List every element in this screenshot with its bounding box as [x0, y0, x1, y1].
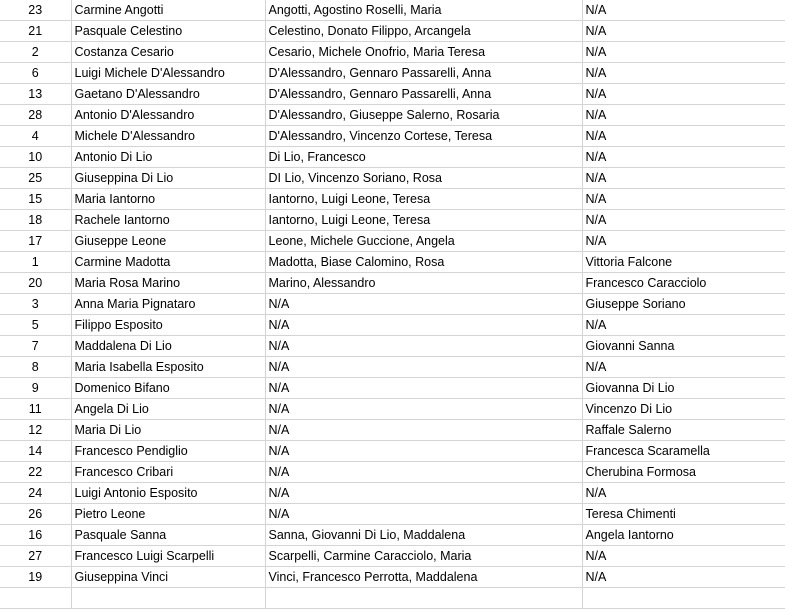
spouse-cell[interactable]: Giuseppe Soriano [582, 294, 785, 315]
table-row [0, 84, 785, 105]
parents-cell[interactable]: Celestino, Donato Filippo, Arcangela [265, 21, 582, 42]
id-cell[interactable]: 26 [0, 504, 71, 525]
table-row [0, 105, 785, 126]
spouse-cell[interactable]: N/A [582, 315, 785, 336]
id-cell[interactable]: 19 [0, 567, 71, 588]
parents-cell[interactable]: Vinci, Francesco Perrotta, Maddalena [265, 567, 582, 588]
table-row [0, 315, 785, 336]
spouse-cell[interactable]: Cherubina Formosa [582, 462, 785, 483]
name-cell[interactable]: Francesco Luigi Scarpelli [71, 546, 265, 567]
parents-cell[interactable]: Sanna, Giovanni Di Lio, Maddalena [265, 525, 582, 546]
name-cell[interactable]: Anna Maria Pignataro [71, 294, 265, 315]
spouse-cell[interactable]: Angela Iantorno [582, 525, 785, 546]
name-cell[interactable]: Francesco Cribari [71, 462, 265, 483]
table-row [0, 483, 785, 504]
id-cell[interactable]: 18 [0, 210, 71, 231]
spouse-cell[interactable]: N/A [582, 105, 785, 126]
table-row [0, 168, 785, 189]
id-cell[interactable]: 27 [0, 546, 71, 567]
table-row [0, 588, 785, 609]
spouse-cell[interactable]: N/A [582, 147, 785, 168]
id-cell[interactable]: 10 [0, 147, 71, 168]
table-row [0, 546, 785, 567]
parents-cell[interactable]: Leone, Michele Guccione, Angela [265, 231, 582, 252]
id-cell[interactable]: 16 [0, 525, 71, 546]
spouse-cell[interactable]: Vittoria Falcone [582, 252, 785, 273]
table-row [0, 189, 785, 210]
parents-cell[interactable]: N/A [265, 315, 582, 336]
spouse-cell[interactable]: N/A [582, 483, 785, 504]
parents-cell[interactable]: D'Alessandro, Vincenzo Cortese, Teresa [265, 126, 582, 147]
id-cell[interactable]: 28 [0, 105, 71, 126]
spouse-cell[interactable]: N/A [582, 126, 785, 147]
spouse-cell[interactable]: Giovanna Di Lio [582, 378, 785, 399]
id-cell[interactable]: 25 [0, 168, 71, 189]
name-cell[interactable]: Costanza Cesario [71, 42, 265, 63]
parents-cell[interactable]: N/A [265, 462, 582, 483]
spouse-cell[interactable]: Francesco Caracciolo [582, 273, 785, 294]
name-cell[interactable]: Maria Rosa Marino [71, 273, 265, 294]
id-cell[interactable]: 15 [0, 189, 71, 210]
parents-cell[interactable]: N/A [265, 441, 582, 462]
id-cell[interactable] [0, 588, 71, 609]
parents-cell[interactable]: N/A [265, 378, 582, 399]
table-row [0, 462, 785, 483]
spouse-cell[interactable]: N/A [582, 84, 785, 105]
id-cell[interactable]: 21 [0, 21, 71, 42]
id-cell[interactable]: 22 [0, 462, 71, 483]
table-row [0, 525, 785, 546]
id-cell[interactable]: 1 [0, 252, 71, 273]
spouse-cell[interactable] [582, 588, 785, 609]
id-cell[interactable]: 5 [0, 315, 71, 336]
parents-cell[interactable]: Iantorno, Luigi Leone, Teresa [265, 189, 582, 210]
table-row [0, 273, 785, 294]
parents-cell[interactable]: D'Alessandro, Gennaro Passarelli, Anna [265, 63, 582, 84]
id-cell[interactable]: 6 [0, 63, 71, 84]
table-row [0, 21, 785, 42]
parents-cell[interactable] [265, 588, 582, 609]
parents-cell[interactable]: N/A [265, 399, 582, 420]
table-row [0, 63, 785, 84]
table-row [0, 252, 785, 273]
spouse-cell[interactable]: N/A [582, 357, 785, 378]
name-cell[interactable]: Giuseppina Vinci [71, 567, 265, 588]
name-cell[interactable]: Pietro Leone [71, 504, 265, 525]
name-cell[interactable]: Maria Di Lio [71, 420, 265, 441]
name-cell[interactable]: Michele D'Alessandro [71, 126, 265, 147]
name-cell[interactable]: Antonio Di Lio [71, 147, 265, 168]
id-cell[interactable]: 2 [0, 42, 71, 63]
spouse-cell[interactable]: Vincenzo Di Lio [582, 399, 785, 420]
name-cell[interactable]: Maria Isabella Esposito [71, 357, 265, 378]
id-cell[interactable]: 8 [0, 357, 71, 378]
parents-cell[interactable]: N/A [265, 294, 582, 315]
spouse-cell[interactable]: N/A [582, 546, 785, 567]
parents-cell[interactable]: N/A [265, 357, 582, 378]
name-cell[interactable]: Pasquale Sanna [71, 525, 265, 546]
table-row [0, 504, 785, 525]
table-row [0, 420, 785, 441]
table-row [0, 42, 785, 63]
parents-cell[interactable]: Angotti, Agostino Roselli, Maria [265, 0, 582, 21]
spouse-cell[interactable]: N/A [582, 0, 785, 21]
name-cell[interactable]: Pasquale Celestino [71, 21, 265, 42]
table-row [0, 399, 785, 420]
table-row [0, 0, 785, 21]
spouse-cell[interactable]: N/A [582, 210, 785, 231]
table-row [0, 378, 785, 399]
id-cell[interactable]: 20 [0, 273, 71, 294]
parents-cell[interactable]: D'Alessandro, Giuseppe Salerno, Rosaria [265, 105, 582, 126]
table-row [0, 567, 785, 588]
spouse-cell[interactable]: Raffale Salerno [582, 420, 785, 441]
name-cell[interactable]: Giuseppe Leone [71, 231, 265, 252]
spouse-cell[interactable]: N/A [582, 21, 785, 42]
parents-cell[interactable]: N/A [265, 504, 582, 525]
name-cell[interactable]: Antonio D'Alessandro [71, 105, 265, 126]
name-cell[interactable]: Carmine Madotta [71, 252, 265, 273]
id-cell[interactable]: 11 [0, 399, 71, 420]
spouse-cell[interactable]: N/A [582, 42, 785, 63]
spouse-cell[interactable]: N/A [582, 63, 785, 84]
table-row [0, 441, 785, 462]
id-cell[interactable]: 23 [0, 0, 71, 21]
name-cell[interactable]: Rachele Iantorno [71, 210, 265, 231]
parents-cell[interactable]: N/A [265, 420, 582, 441]
name-cell[interactable]: Giuseppina Di Lio [71, 168, 265, 189]
name-cell[interactable]: Maddalena Di Lio [71, 336, 265, 357]
spouse-cell[interactable]: N/A [582, 231, 785, 252]
id-cell[interactable]: 24 [0, 483, 71, 504]
name-cell[interactable]: Maria Iantorno [71, 189, 265, 210]
name-cell[interactable] [71, 588, 265, 609]
parents-cell[interactable]: Cesario, Michele Onofrio, Maria Teresa [265, 42, 582, 63]
spouse-cell[interactable]: N/A [582, 189, 785, 210]
name-cell[interactable]: Filippo Esposito [71, 315, 265, 336]
table-row [0, 231, 785, 252]
spouse-cell[interactable]: Francesca Scaramella [582, 441, 785, 462]
name-cell[interactable]: Carmine Angotti [71, 0, 265, 21]
name-cell[interactable]: Francesco Pendiglio [71, 441, 265, 462]
parents-cell[interactable]: Iantorno, Luigi Leone, Teresa [265, 210, 582, 231]
name-cell[interactable]: Luigi Michele D'Alessandro [71, 63, 265, 84]
name-cell[interactable]: Luigi Antonio Esposito [71, 483, 265, 504]
id-cell[interactable]: 13 [0, 84, 71, 105]
id-cell[interactable]: 12 [0, 420, 71, 441]
table-row [0, 294, 785, 315]
parents-cell[interactable]: DI Lio, Vincenzo Soriano, Rosa [265, 168, 582, 189]
id-cell[interactable]: 4 [0, 126, 71, 147]
parents-cell[interactable]: N/A [265, 336, 582, 357]
id-cell[interactable]: 7 [0, 336, 71, 357]
spouse-cell[interactable]: Teresa Chimenti [582, 504, 785, 525]
id-cell[interactable]: 3 [0, 294, 71, 315]
table-row [0, 147, 785, 168]
id-cell[interactable]: 9 [0, 378, 71, 399]
table-row [0, 210, 785, 231]
table-row [0, 126, 785, 147]
table-row [0, 336, 785, 357]
table-row [0, 357, 785, 378]
parents-cell[interactable]: Marino, Alessandro [265, 273, 582, 294]
parents-cell[interactable]: Madotta, Biase Calomino, Rosa [265, 252, 582, 273]
parents-cell[interactable]: N/A [265, 483, 582, 504]
parents-cell[interactable]: Scarpelli, Carmine Caracciolo, Maria [265, 546, 582, 567]
id-cell[interactable]: 14 [0, 441, 71, 462]
parents-cell[interactable]: D'Alessandro, Gennaro Passarelli, Anna [265, 84, 582, 105]
name-cell[interactable]: Gaetano D'Alessandro [71, 84, 265, 105]
spouse-cell[interactable]: N/A [582, 168, 785, 189]
id-cell[interactable]: 17 [0, 231, 71, 252]
name-cell[interactable]: Angela Di Lio [71, 399, 265, 420]
name-cell[interactable]: Domenico Bifano [71, 378, 265, 399]
parents-cell[interactable]: Di Lio, Francesco [265, 147, 582, 168]
spouse-cell[interactable]: Giovanni Sanna [582, 336, 785, 357]
spouse-cell[interactable]: N/A [582, 567, 785, 588]
